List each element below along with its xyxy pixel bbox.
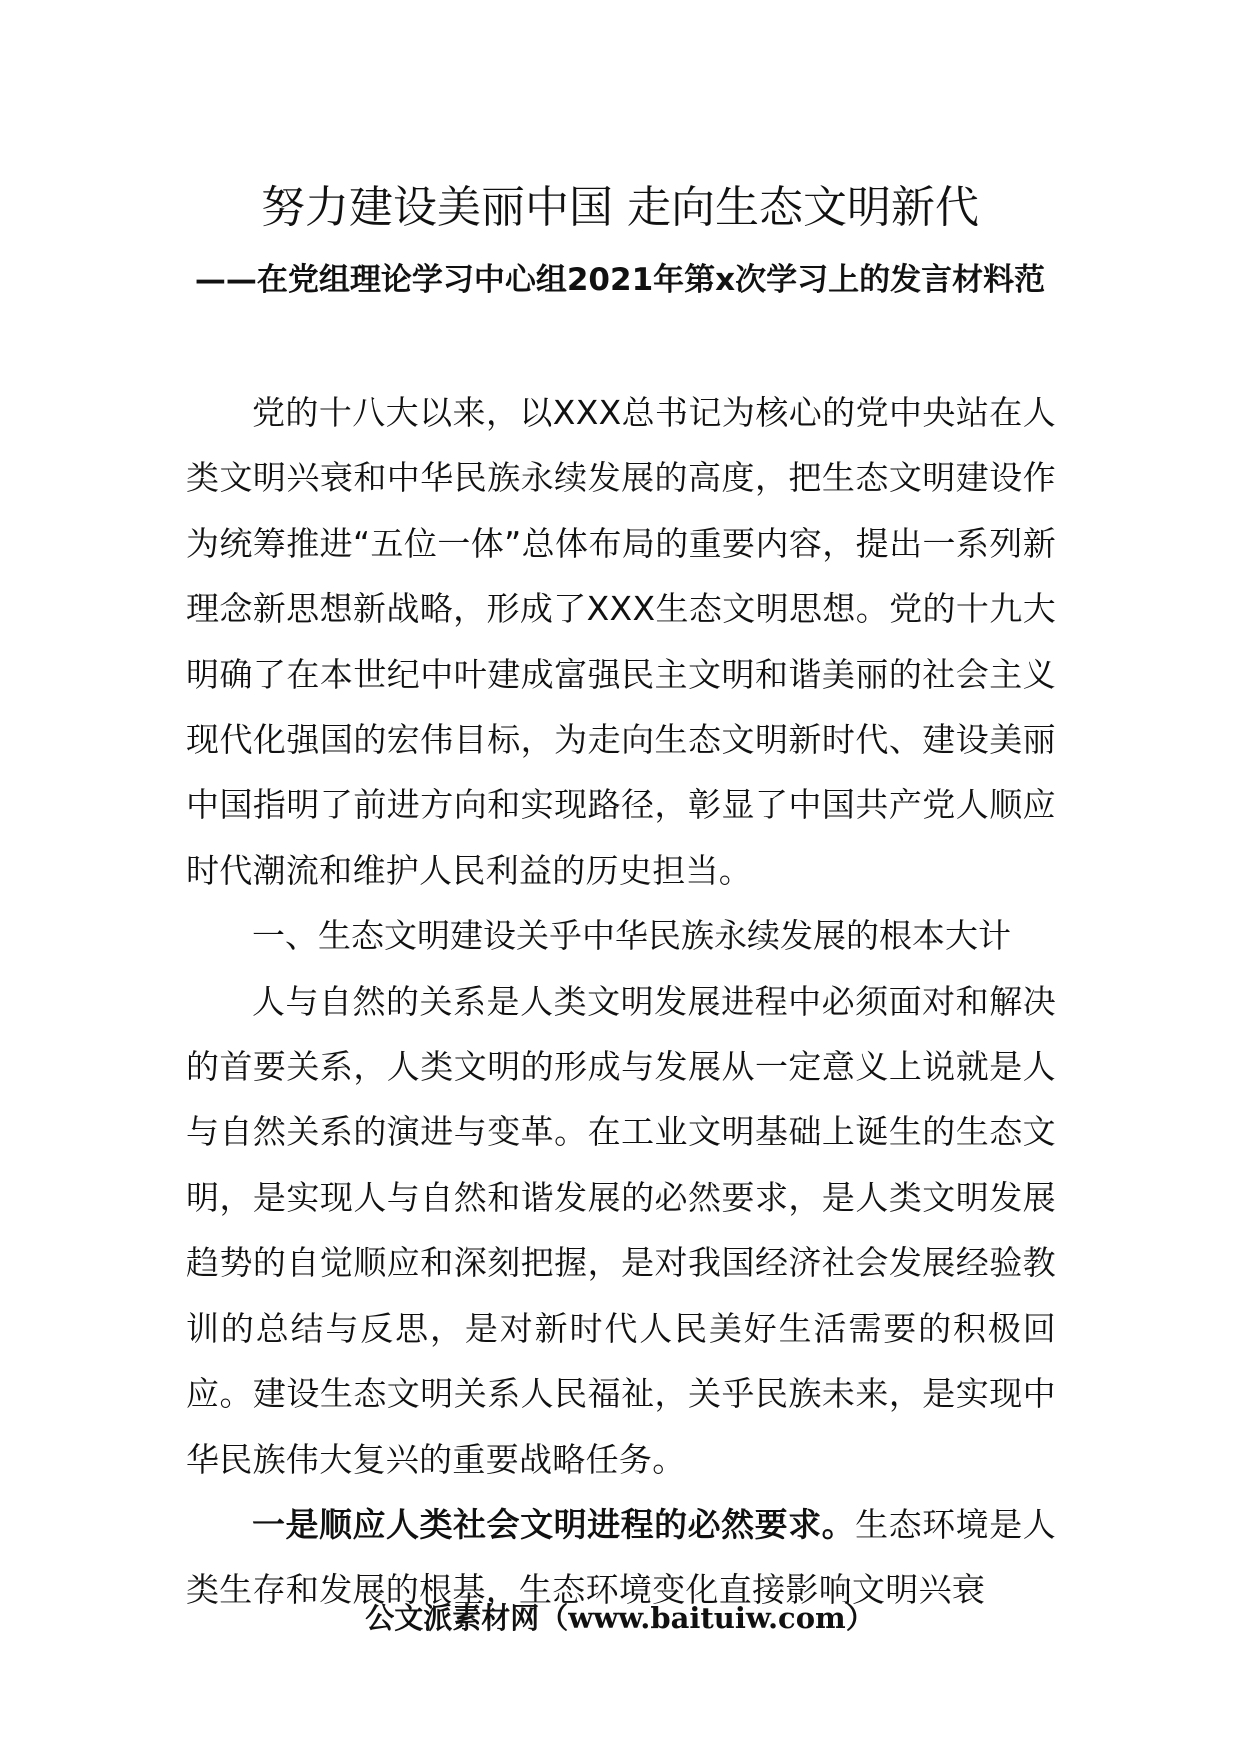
paragraph-section-1: 人与自然的关系是人类文明发展进程中必须面对和解决的首要关系，人类文明的形成与发展从一定意义上说就是人与自然关系的演进与变革。在工业文明基础上诞生的生态文明，是实现人与自然和谐发展的必然要求，是人类文明发展趋势的自觉顺应和深刻把握，是对我国经济社会发展经验教训的总结与反思，是对新时代人民美好生活需要的积极回应。建设生态文明关系人民福祉，关乎民族未来，是实现中华民族伟大复兴的重要战略任务。 [186, 981, 1056, 1479]
document-subtitle: ——在党组理论学习中心组2021年第x次学习上的发言材料范 [194, 262, 1046, 298]
document-title: 努力建设美丽中国 走向生态文明新代 [261, 182, 979, 233]
point-1-text: 生态环境是人类生存和发展的根基，生态环境变化直接影响文明兴衰 [186, 1504, 1056, 1610]
section-heading-1: 一、生态文明建设关乎中华民族永续发展的根本大计 [252, 916, 1011, 956]
point-1-lead: 一是顺应人类社会文明进程的必然要求。 [252, 1504, 856, 1544]
paragraph-intro: 党的十八大以来，以XXX总书记为核心的党中央站在人类文明兴衰和中华民族永续发展的高度，把生态文明建设作为统筹推进“五位一体”总体布局的重要内容，提出一系列新理念新思想新战略，形成了XXX生态文明思想。党的十九大明确了在本世纪中叶建成富强民主文明和谐美丽的社会主义现代化强国的宏伟目标，为走向生态文明新时代、建设美丽中国指明了前进方向和实现路径，彰显了中国共产党人顺应时代潮流和维护人民利益的历史担当。 [186, 393, 1056, 890]
footer-source: 公文派素材网（www.baituiw.com） [365, 1601, 875, 1635]
document-body [186, 380, 1056, 1623]
